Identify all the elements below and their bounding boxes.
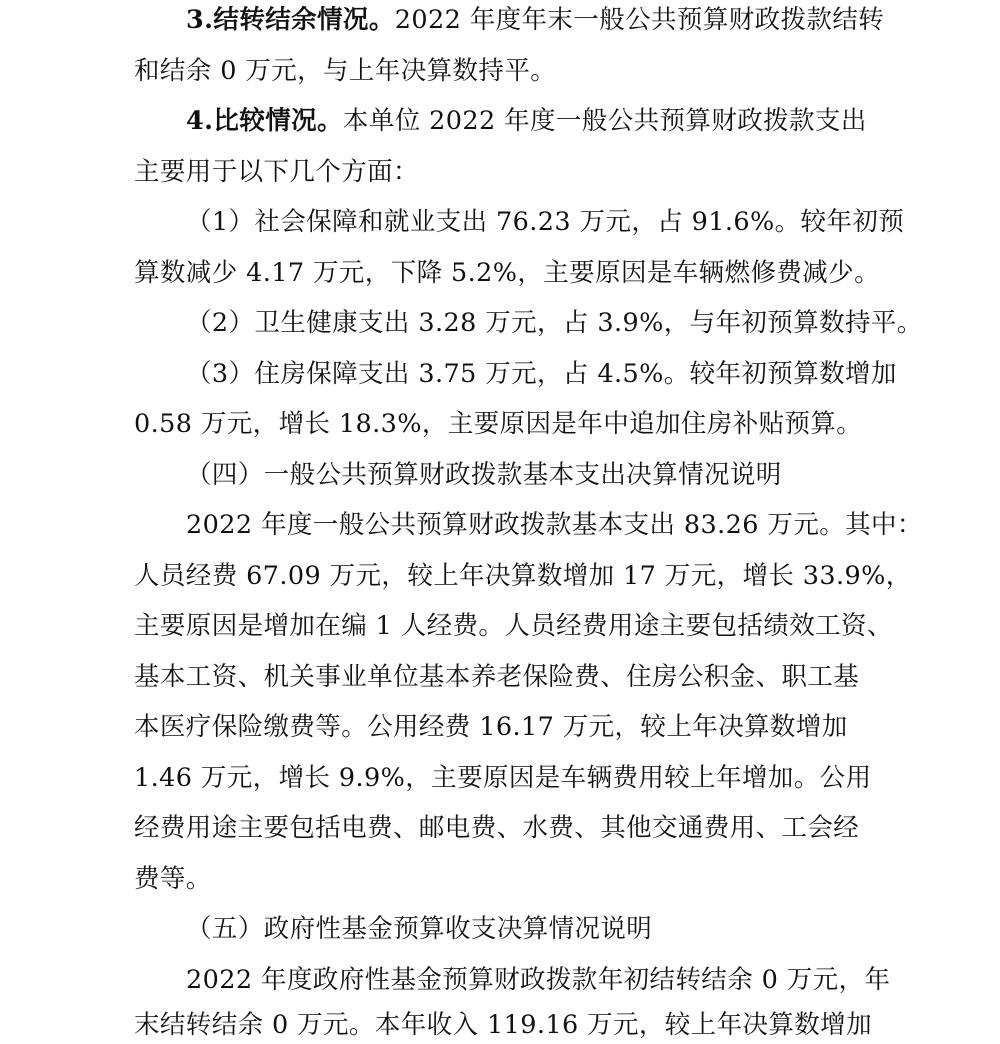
section-4-line-2: 人员经费 67.09 万元，较上年决算数增加 17 万元，增长 33.9%，: [134, 561, 912, 591]
section-4-line-8: 费等。: [134, 864, 212, 894]
section-4-line-7: 经费用途主要包括电费、邮电费、水费、其他交通费用、工会经: [134, 813, 860, 843]
para-3-line-2: 和结余 0 万元，与上年决算数持平。: [134, 56, 557, 86]
item-1-line-1: （1）社会保障和就业支出 76.23 万元，占 91.6%。较年初预: [186, 207, 905, 237]
section-5-line-2: 末结转结余 0 万元。本年收入 119.16 万元，较上年决算数增加: [134, 1010, 872, 1040]
section-4-line-6: 1.46 万元，增长 9.9%，主要原因是车辆费用较上年增加。公用: [134, 763, 872, 793]
section-4-line-5: 本医疗保险缴费等。公用经费 16.17 万元，较上年决算数增加: [134, 712, 848, 742]
section-5-line-1: 2022 年度政府性基金预算财政拨款年初结转结余 0 万元，年: [186, 965, 891, 995]
para-4-line-1: [186, 104, 867, 138]
section-4-line-1: 2022 年度一般公共预算财政拨款基本支出 83.26 万元。其中：: [186, 510, 923, 540]
section-4-title: （四）一般公共预算财政拨款基本支出决算情况说明: [186, 460, 782, 490]
section-4-line-4: 基本工资、机关事业单位基本养老保险费、住房公积金、职工基: [134, 662, 860, 692]
section-5-title: （五）政府性基金预算收支决算情况说明: [186, 914, 653, 944]
item-1-line-2: 算数减少 4.17 万元，下降 5.2%，主要原因是车辆燃修费减少。: [134, 258, 880, 288]
para-4-line-2: 主要用于以下几个方面：: [134, 157, 419, 187]
para-4-heading: 4.比较情况。: [186, 106, 343, 136]
para-3-text: 2022 年度年末一般公共预算财政拨款结转: [394, 5, 885, 35]
para-4-text: 本单位 2022 年度一般公共预算财政拨款支出: [342, 106, 867, 136]
item-3-line-2: 0.58 万元，增长 18.3%，主要原因是年中追加住房补贴预算。: [134, 409, 863, 439]
section-4-line-3: 主要原因是增加在编 1 人经费。人员经费用途主要包括绩效工资、: [134, 611, 893, 641]
para-3-line-1: [186, 3, 884, 37]
item-3-line-1: （3）住房保障支出 3.75 万元，占 4.5%。较年初预算数增加: [186, 359, 897, 389]
para-3-heading: 3.结转结余情况。: [186, 5, 395, 35]
item-2-line-1: （2）卫生健康支出 3.28 万元，占 3.9%，与年初预算数持平。: [186, 308, 923, 338]
